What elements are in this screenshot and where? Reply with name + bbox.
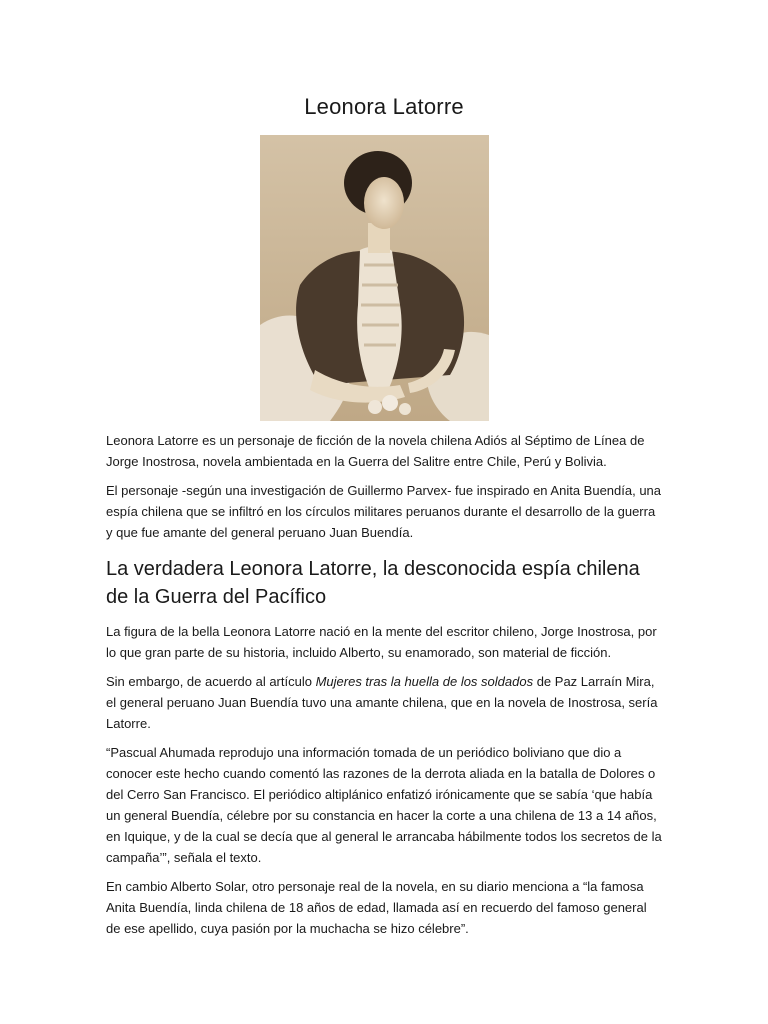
intro-paragraph-2: El personaje -según una investigación de Guillermo Parvex- fue inspirado en Anita Buendía, una espía chilena que se infiltró en los círculos militares peruanos durante el desarrollo de la guerra y que fue amante del general peruano Juan Buendía. <box>106 483 662 540</box>
section-heading: La verdadera Leonora Latorre, la desconocida espía chilena de la Guerra del Pacífico <box>106 558 640 608</box>
section-paragraph-2 <box>106 671 662 734</box>
document-body <box>106 430 662 947</box>
portrait-image <box>260 135 489 421</box>
section-paragraph-2-before: Sin embargo, de acuerdo al artículo <box>106 674 316 689</box>
document-title: Leonora Latorre <box>304 94 464 119</box>
section-paragraph-4: En cambio Alberto Solar, otro personaje real de la novela, en su diario menciona a “la famosa Anita Buendía, linda chilena de 18 años de edad, llamada así en recuerdo del famoso general de ese apellido, cuya pasión por la muchacha se hizo célebre”. <box>106 879 647 936</box>
portrait-illustration <box>260 135 489 421</box>
intro-paragraph-1: Leonora Latorre es un personaje de ficción de la novela chilena Adiós al Séptimo de Línea de Jorge Inostrosa, novela ambientada en la Guerra del Salitre entre Chile, Perú y Bolivia. <box>106 433 645 469</box>
section-paragraph-3: “Pascual Ahumada reprodujo una información tomada de un periódico boliviano que dio a conocer este hecho cuando comentó las razones de la derrota aliada en la batalla de Dolores o del Cerro San Francisco. El periódico altiplánico enfatizó irónicamente que se sabía ‘que había un general Buendía, célebre por su constancia en hacer la corte a una chilena de 13 a 14 años, en Iquique, y de la cual se decía que al general le arrancaba hábilmente todos los secretos de la campaña’”, señala el texto. <box>106 745 662 865</box>
intro-section <box>106 430 662 543</box>
section-paragraph-1: La figura de la bella Leonora Latorre nació en la mente del escritor chileno, Jorge Inostrosa, por lo que gran parte de su historia, incluido Alberto, su enamorado, son material de ficción. <box>106 624 657 660</box>
article-title: Mujeres tras la huella de los soldados <box>315 674 534 689</box>
section-paragraph-2-after: de Paz Larraín Mira, el general peruano Juan Buendía tuvo una amante chilena, que en la novela de Inostrosa, sería Latorre. <box>106 674 658 731</box>
